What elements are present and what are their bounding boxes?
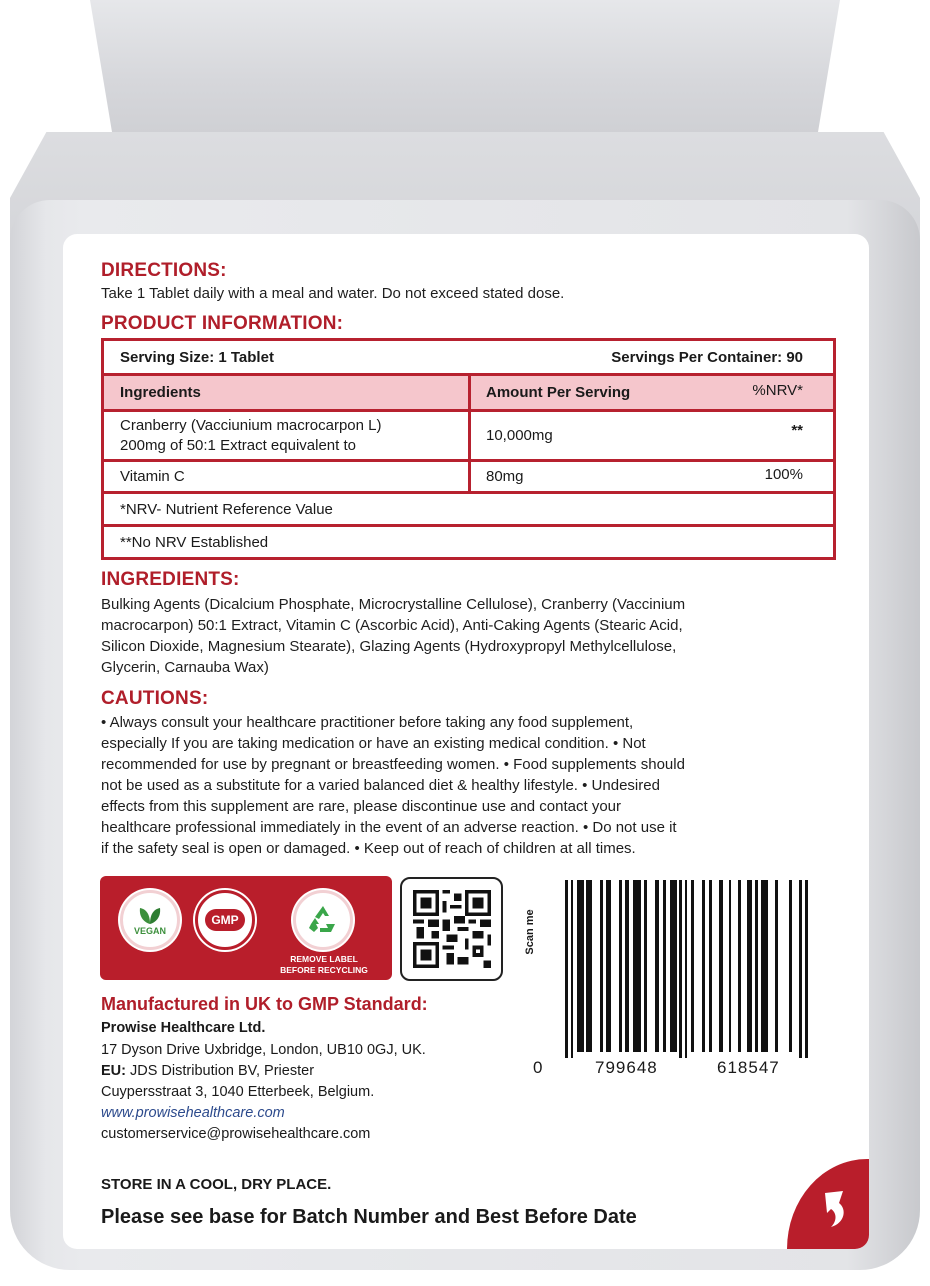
serving-row [104,341,833,376]
cautions-text: • Always consult your healthcare practitioner before taking any food supplement, especially If you are taking medication or have an existing medical condition. • Not recommended for use by pregnant or breastfeeding women. • Food supplements should not be used as a substitute for a varied balanced diet & healthy lifestyle. • Undesired effects from this supplement are rare, please discontinue use and contact your healthcare professional immediately in the event of an adverse reaction. • Do not use it if the safety seal is open or damaged. • Keep out of reach of children at all times. [101,714,685,857]
footnote-no-nrv: **No NRV Established [120,533,269,551]
ingredients-text: Bulking Agents (Dicalcium Phosphate, Microcrystalline Cellulose), Cranberry (Vaccinium macrocarpon) 50:1 Extract, Vitamin C (Ascorbic Acid), Anti-Caking Agents (Stearic Acid, Silicon Dioxide, Magnesium Stearate), Glazing Agents (Hydroxypropyl Methylcellulose, Glycerin, Carnauba Wax) [101,596,686,676]
leaf-icon [137,905,163,925]
recycle-caption: REMOVE LABEL BEFORE RECYCLING [280,954,368,975]
product-info-table [101,338,836,560]
nrv-cranberry: ** [791,422,803,439]
footnote-nrv: *NRV- Nutrient Reference Value [120,500,333,518]
ingredients-heading: INGREDIENTS: [101,569,240,590]
product-label [63,234,869,1249]
recycle-badge [293,890,353,950]
cautions-heading: CAUTIONS: [101,688,209,709]
servings-per-container: Servings Per Container: 90 [611,348,803,366]
nrv-vitamin-c: 100% [764,466,803,483]
email-link[interactable]: customerservice@prowisehealthcare.com [101,1126,371,1142]
directions-heading: DIRECTIONS: [101,260,227,281]
col-nrv: %NRV* [752,382,803,399]
amount-vitamin-c: 80mg [486,468,524,485]
barcode-lead-digit: 0 [533,1058,543,1077]
barcode-right-digits: 618547 [717,1058,780,1077]
website-link[interactable]: www.prowisehealthcare.com [101,1105,285,1121]
ingredient-vitamin-c: Vitamin C [120,468,185,485]
qr-code-icon [413,890,491,968]
ingredient-cranberry: Cranberry (Vacciunium macrocarpon L) 200mg of 50:1 Extract equivalent to [120,416,382,454]
uk-address: 17 Dyson Drive Uxbridge, London, UB10 0GJ, UK. [101,1042,426,1058]
company-name: Prowise Healthcare Ltd. [101,1020,266,1036]
barcode [533,880,833,1085]
scan-me-label: Scan me [524,909,536,955]
table-row [104,412,833,462]
batch-note: Please see base for Batch Number and Best Before Date [101,1206,637,1228]
amount-cranberry: 10,000mg [486,427,553,444]
storage-note: STORE IN A COOL, DRY PLACE. [101,1176,332,1193]
barcode-left-digits: 799648 [595,1058,658,1077]
certification-badges [100,876,392,980]
barcode-icon [533,880,833,1058]
recycle-icon [306,904,340,936]
footnote-row [104,527,833,557]
footnote-row [104,494,833,527]
eu-address-line2: Cuypersstraat 3, 1040 Etterbeek, Belgium. [101,1084,375,1100]
product-info-heading: PRODUCT INFORMATION: [101,313,344,334]
col-amount: Amount Per Serving [486,384,631,401]
eu-address-line1: EU: JDS Distribution BV, Priester [101,1063,315,1079]
gmp-label: GMP [205,909,245,931]
gmp-badge [195,890,255,950]
peel-arrow-icon [819,1189,851,1229]
table-header-row [104,376,833,412]
manufacturer-heading: Manufactured in UK to GMP Standard: [101,994,428,1014]
peel-corner-tab[interactable] [787,1159,869,1249]
table-row [104,462,833,494]
bottle-cap [90,0,840,135]
col-ingredients: Ingredients [120,384,201,401]
qr-code[interactable] [400,877,503,981]
serving-size: Serving Size: 1 Tablet [120,348,274,366]
directions-text: Take 1 Tablet daily with a meal and water. Do not exceed stated dose. [101,285,565,302]
vegan-badge: VEGAN [120,890,180,950]
